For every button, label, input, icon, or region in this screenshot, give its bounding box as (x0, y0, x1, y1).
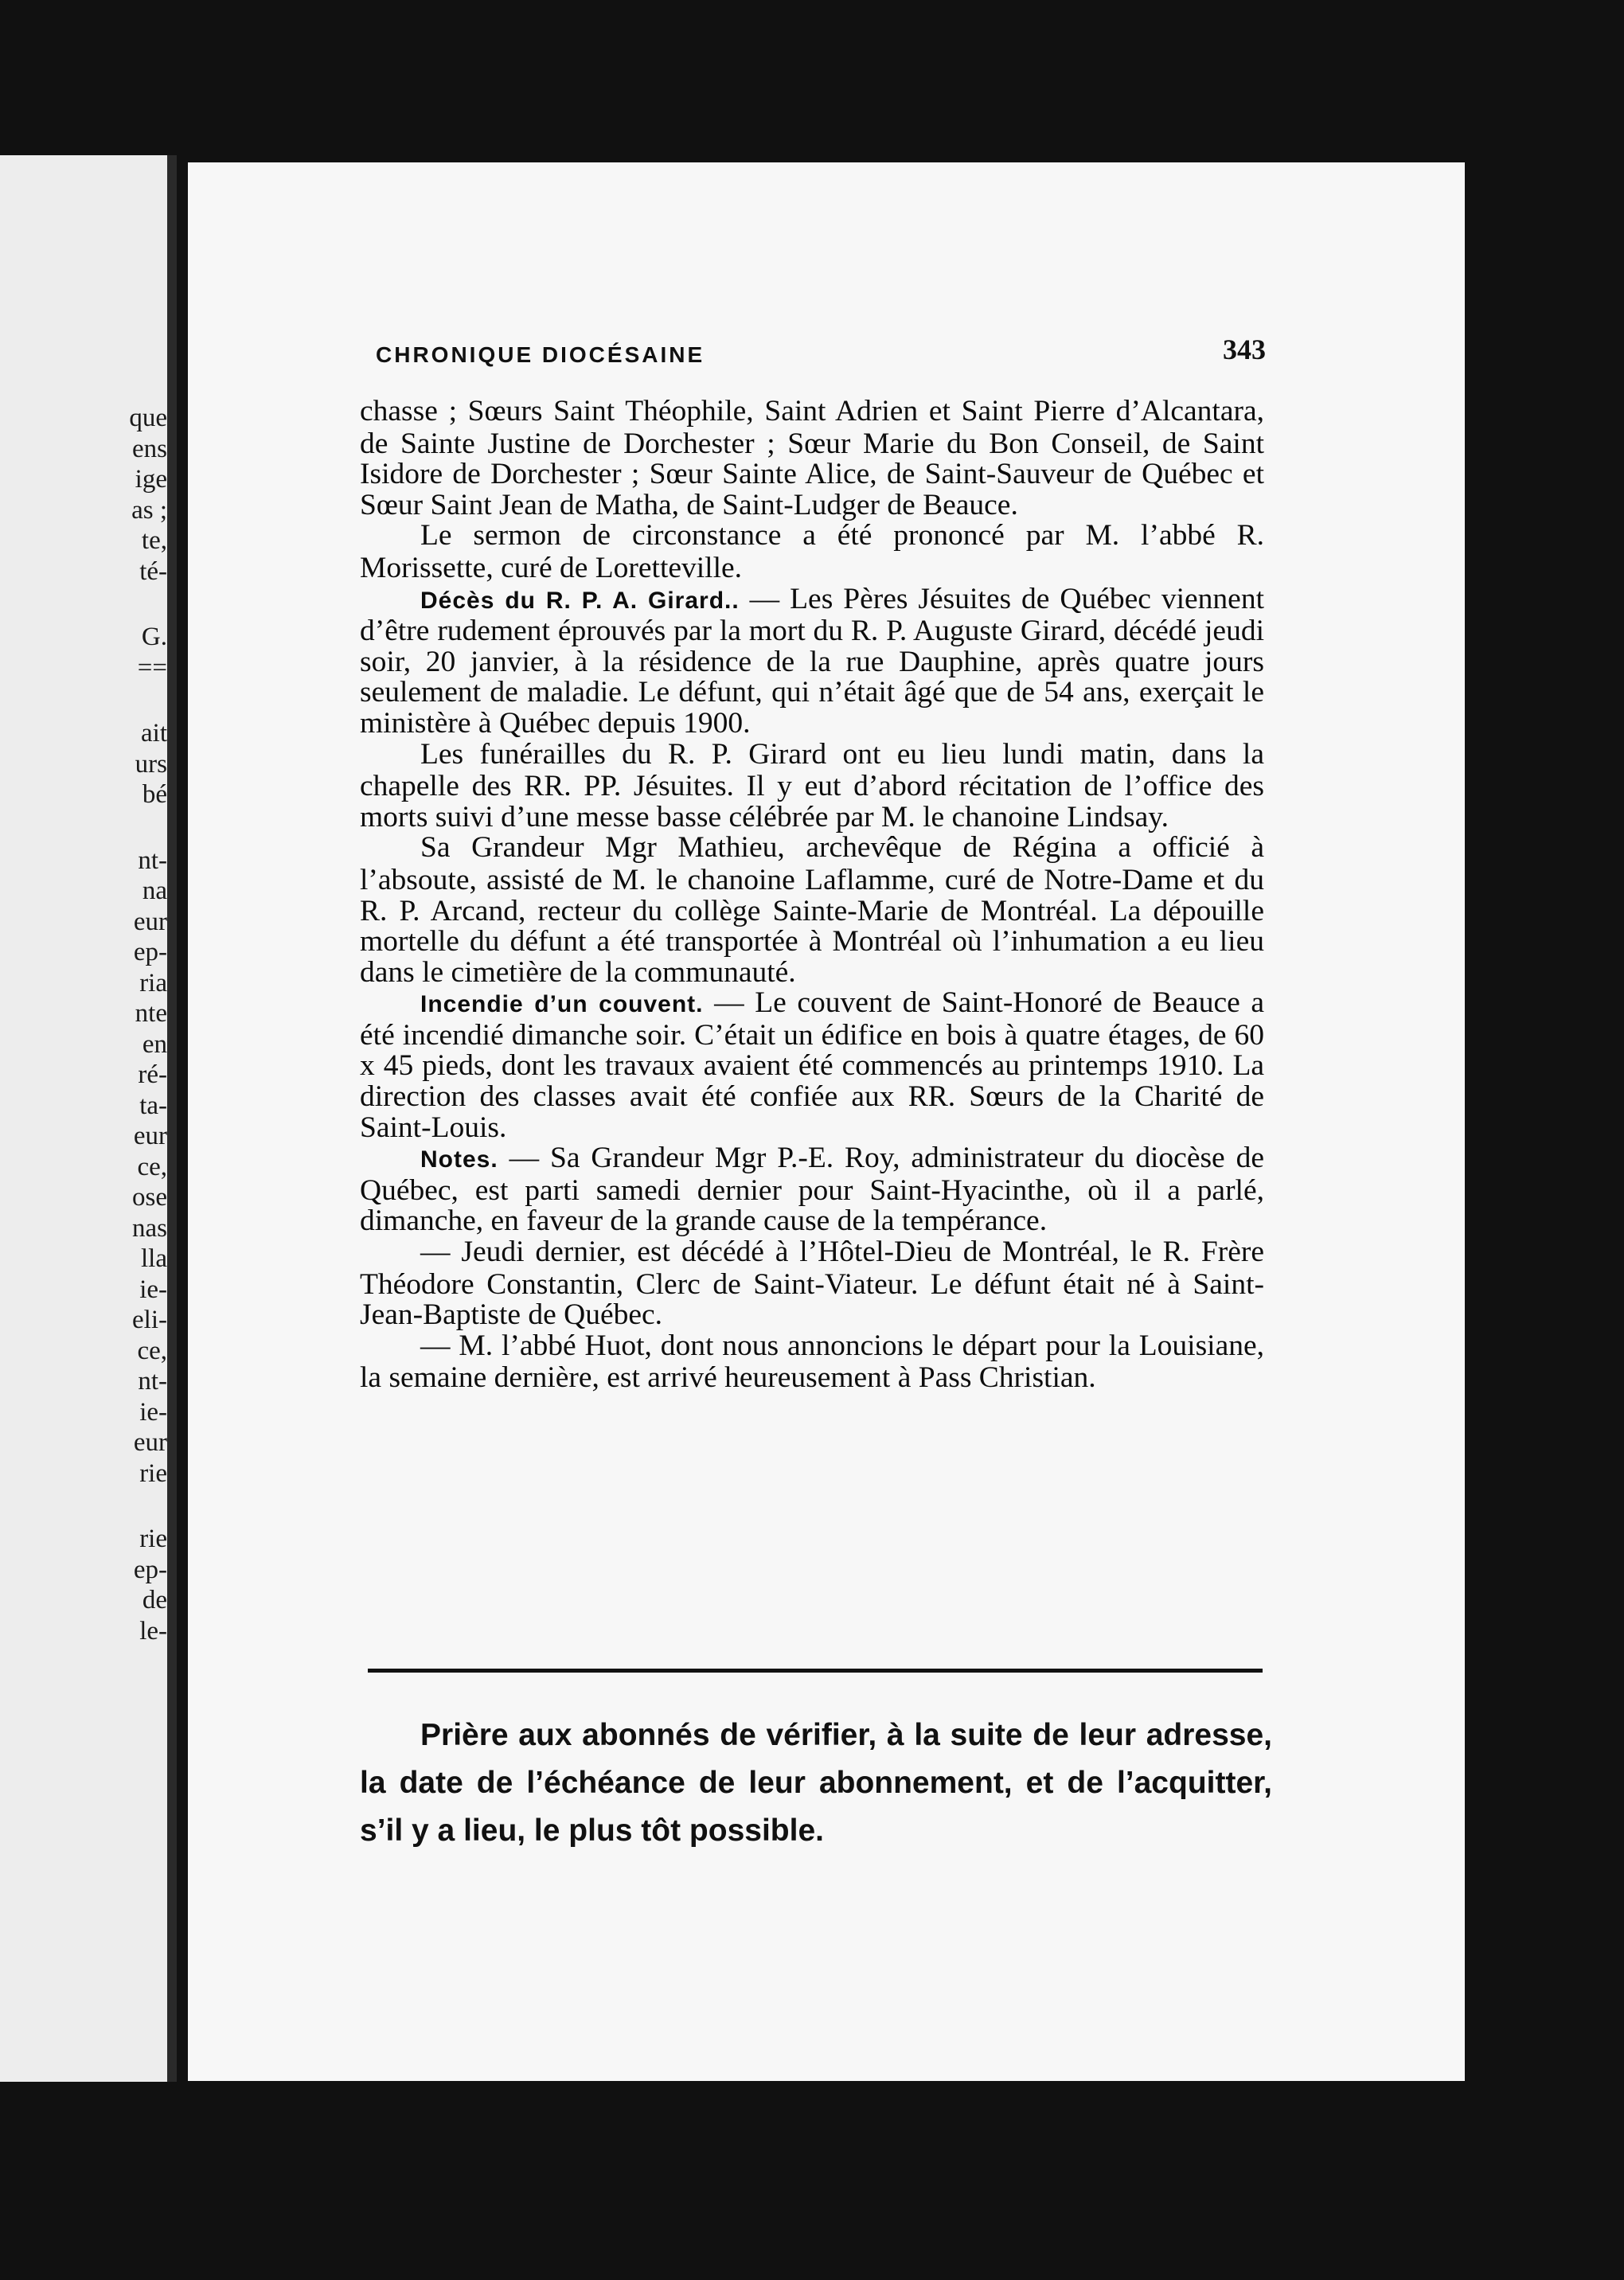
left-page-fragment: le- (139, 1616, 167, 1646)
paragraph-text: chasse ; Sœurs Saint Théophile, Saint Adrien et Saint Pierre d’Alcantara, de Sainte Justine de Dorchester ; Sœur Marie du Bon Conseil, de Saint Isidore de Dorchester ; Sœur Sainte Alice, de Saint-Sauveur de Québec et Sœur Saint Jean de Matha, de Saint-Ludger de Beauce. (360, 395, 1264, 521)
paragraph (360, 521, 1264, 584)
left-page-fragment: as ; (131, 495, 167, 525)
left-page-fragment: lla (141, 1244, 167, 1273)
paragraph-text: Le sermon de circonstance a été prononcé par M. l’abbé R. Morissette, curé de Loretteville. (360, 519, 1264, 584)
paragraph (360, 988, 1264, 1143)
left-page-fragment: urs (135, 749, 167, 779)
left-page-fragment: ie- (139, 1397, 167, 1427)
paragraph (360, 1143, 1264, 1237)
left-page-fragment: ré- (138, 1060, 167, 1089)
paragraph-text: — Le couvent de Saint-Honoré de Beauce a été incendié dimanche soir. C’était un édifice en bois à quatre étages, de 60 x 45 pieds, dont les travaux avaient été commencés au printemps 1910. La direction des classes avait été confiée aux RR. Sœurs de la Charité de Saint-Louis. (360, 986, 1264, 1144)
paragraph-text: — M. l’abbé Huot, dont nous annoncions le départ pour la Louisiane, la semaine dernière, est arrivé heureusement à Pass Christian. (360, 1329, 1264, 1395)
left-page-fragment: ens (132, 434, 167, 463)
left-page-fragment: G. (141, 623, 167, 651)
paragraph (360, 584, 1264, 740)
page-number: 343 (1223, 334, 1266, 365)
rubric: Notes. (420, 1146, 498, 1173)
left-page-fragment: nas (132, 1213, 167, 1243)
left-page-fragment: ria (139, 968, 167, 998)
left-page-fragment: ie- (139, 1275, 167, 1304)
paragraph-text: Sa Grandeur Mgr Mathieu, archevêque de Régina a officié à l’absoute, assisté de M. le chanoine Laflamme, curé de Notre-Dame et du R. P. Arcand, recteur du collège Sainte-Marie de Montréal. La dépouille mortelle du défunt a été transportée à Montréal où l’inhumation a eu lieu dans le cimetière de la communauté. (360, 831, 1264, 989)
running-title: CHRONIQUE DIOCÉSAINE (376, 342, 705, 367)
left-page-fragment: bé (142, 780, 167, 809)
left-page-fragment: ep- (133, 1555, 167, 1584)
left-page-fragment: rie (139, 1525, 167, 1553)
page-gutter-edge (167, 155, 177, 2082)
left-page-fragment: ep- (133, 938, 167, 966)
rubric: Décès du R. P. A. Girard.. (420, 587, 740, 614)
left-page-fragment: eur (133, 907, 167, 936)
left-page-fragment: que (129, 404, 167, 432)
left-page-fragment: ait (141, 719, 167, 748)
left-page-fragment: na (142, 876, 167, 905)
paragraph (360, 1237, 1264, 1331)
left-page-fragment: ige (135, 465, 167, 494)
left-page-fragment: en (142, 1029, 167, 1059)
rubric: Incendie d’un couvent. (420, 991, 704, 1018)
left-page-fragment: rie (139, 1458, 167, 1488)
left-page-fragment: == (137, 653, 167, 682)
left-page-fragment: nte (135, 999, 167, 1028)
paragraph-text: — Sa Grandeur Mgr P.-E. Roy, administrateur du diocèse de Québec, est parti samedi dernier pour Saint-Hyacinthe, où il a parlé, dimanche, en faveur de la grande cause de la tempérance. (360, 1142, 1264, 1238)
section-divider (368, 1669, 1263, 1673)
left-page-fragment: té- (139, 556, 167, 586)
left-page-fragment: de (142, 1586, 167, 1614)
paragraph-text: — Les Pères Jésuites de Québec viennent d’être rudement éprouvés par la mort du R. P. Auguste Girard, décédé jeudi soir, 20 janvier, à la résidence de la rue Dauphine, après quatre jours seulement de maladie. Le défunt, qui n’était âgé que de 54 ans, exerçait le ministère à Québec depuis 1900. (360, 582, 1264, 740)
paragraph-text: — Jeudi dernier, est décédé à l’Hôtel-Dieu de Montréal, le R. Frère Théodore Constantin, Clerc de Saint-Viateur. Le défunt était né à Saint-Jean-Baptiste de Québec. (360, 1236, 1264, 1332)
article-body (360, 396, 1264, 1394)
paragraph (360, 396, 1264, 521)
notice-text: Prière aux abonnés de vérifier, à la suite de leur adresse, la date de l’échéance de leur abonnement, et de l’acquitter, s’il y a lieu, le plus tôt possible. (360, 1718, 1272, 1848)
left-page-fragment: nt- (138, 845, 167, 875)
left-page-fragment: eur (133, 1122, 167, 1150)
left-page-fragment: eli- (132, 1306, 167, 1334)
paragraph (360, 1331, 1264, 1394)
left-page-fragment: ce, (137, 1152, 167, 1181)
subscriber-notice (360, 1712, 1272, 1855)
left-page-fragment: nt- (138, 1367, 167, 1396)
left-facing-page (0, 155, 177, 2082)
paragraph (360, 833, 1264, 988)
left-page-fragment: ce, (137, 1336, 167, 1365)
left-page-fragment: ose (132, 1183, 167, 1212)
left-page-fragment: ta- (139, 1091, 167, 1120)
paragraph-text: Les funérailles du R. P. Girard ont eu lieu lundi matin, dans la chapelle des RR. PP. Jésuites. Il y eut d’abord récitation de l’office des morts suivi d’une messe basse célébrée par M. le chanoine Lindsay. (360, 737, 1264, 834)
left-page-fragment: eur (133, 1428, 167, 1457)
paragraph (360, 737, 1264, 834)
left-page-fragment: te, (141, 526, 167, 555)
